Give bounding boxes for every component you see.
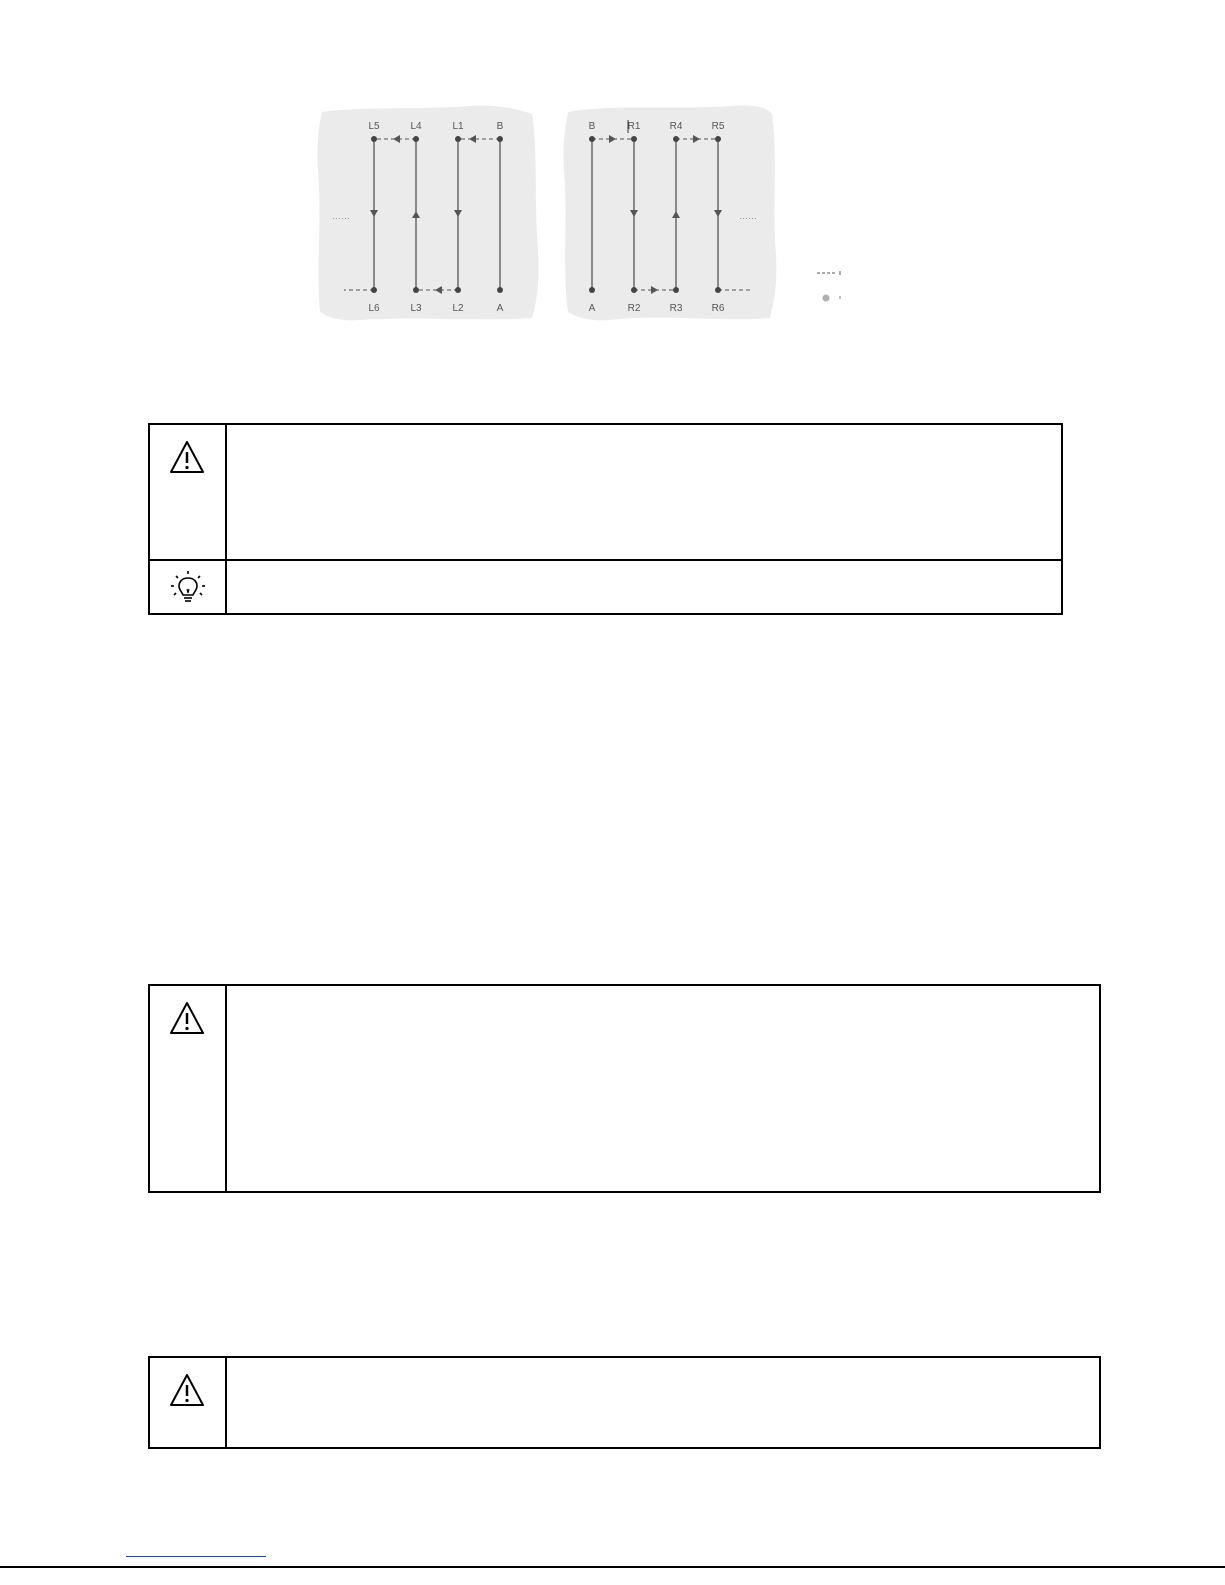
- notice-tip-icon-divider: [225, 559, 227, 613]
- right-top-label: R5: [711, 121, 725, 132]
- right-top-label: R4: [669, 121, 683, 132]
- right-bottom-label: R2: [627, 303, 641, 314]
- left-bottom-label: L2: [452, 303, 464, 314]
- lightbulb-icon: [168, 569, 208, 607]
- warning-triangle-icon: [168, 1372, 206, 1408]
- right-bottom-label: A: [588, 303, 596, 314]
- footer-link-underline: [126, 1556, 266, 1557]
- notice-icon-column: [150, 1358, 227, 1447]
- left-top-label: L4: [410, 121, 422, 132]
- diagram-legend: [817, 271, 840, 302]
- right-bottom-label: R3: [669, 303, 683, 314]
- left-panel-background: [317, 106, 538, 321]
- warning-triangle-icon: [168, 439, 206, 475]
- right-top-label: B: [588, 121, 596, 132]
- mowing-pattern-diagram: [0, 0, 1225, 360]
- notice-icon-column: [150, 986, 227, 1191]
- left-top-label: B: [496, 121, 504, 132]
- page-bottom-rule: [0, 1566, 1225, 1568]
- right-bottom-label: R6: [711, 303, 725, 314]
- warning-triangle-icon: [168, 1000, 206, 1036]
- left-ellipsis: ……: [332, 211, 350, 221]
- warning-notice-box: [148, 984, 1101, 1193]
- left-bottom-label: A: [496, 303, 504, 314]
- left-top-label: L1: [452, 121, 464, 132]
- warning-notice-box: [148, 423, 1063, 615]
- notice-row-divider: [150, 559, 1061, 561]
- warning-notice-box: [148, 1356, 1101, 1449]
- legend-dot: [823, 295, 830, 302]
- right-ellipsis: ……: [739, 211, 757, 221]
- left-bottom-label: L3: [410, 303, 422, 314]
- left-bottom-label: L6: [368, 303, 380, 314]
- left-top-label: L5: [368, 121, 380, 132]
- right-top-label: R1: [627, 121, 641, 132]
